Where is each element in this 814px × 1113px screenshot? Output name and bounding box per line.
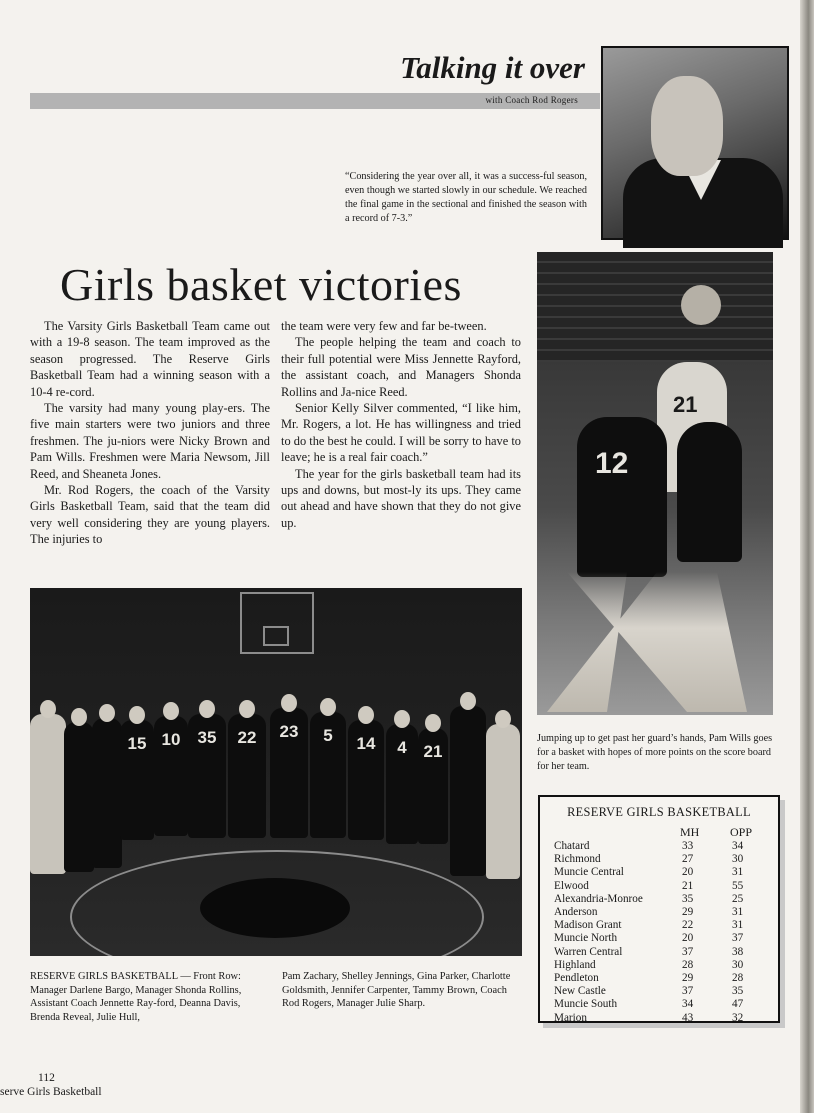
header-subtitle: with Coach Rod Rogers bbox=[485, 95, 578, 105]
mh-score: 27 bbox=[682, 853, 694, 866]
scoreboard-row bbox=[554, 998, 764, 1011]
team-member bbox=[418, 728, 448, 844]
team-member bbox=[30, 714, 66, 874]
scoreboard-row bbox=[554, 853, 764, 866]
team-member bbox=[348, 720, 384, 840]
opponent-name: Richmond bbox=[554, 853, 601, 866]
action-photo-caption: Jumping up to get past her guard’s hands, Pam Wills goes for a basket with hopes of more points on the score board for her team. bbox=[537, 733, 773, 772]
opponent-name: Elwood bbox=[554, 879, 589, 892]
action-photo bbox=[537, 252, 773, 715]
paragraph: The varsity had many young play-ers. The five main starters were two juniors and three freshmen. The ju-niors were Nicky Brown and Pam Wills. Freshmen were Maria Newsom, Jill Reed, and Sheaneta Jones. bbox=[30, 401, 270, 481]
coach-quote: “Considering the year over all, it was a success-ful season, even though we started slowly in our schedule. We reached the final game in the sectional and finished the season with a record of 7-3.” bbox=[345, 171, 587, 224]
team-photo bbox=[30, 588, 522, 956]
team-photo-caption-left: RESERVE GIRLS BASKETBALL — Front Row: Manager Darlene Bargo, Manager Shonda Rollins, Assistant Coach Jennette Ray-ford, Deanna Davis, Brenda Reveal, Julie Hull, bbox=[30, 971, 242, 1023]
gym-bleachers bbox=[537, 252, 773, 362]
paragraph: the team were very few and far be-tween. bbox=[281, 319, 487, 333]
jersey-number: 5 bbox=[323, 726, 333, 745]
paragraph: The Varsity Girls Basketball Team came out with a 19-8 season. The team improved as the season progressed. The Reserve Girls Basketball Team had a winning season with a 10-4 re-cord. bbox=[30, 319, 270, 399]
team-member-coach bbox=[450, 706, 486, 876]
scoreboard-col-opp: OPP bbox=[730, 825, 753, 839]
jersey-number: 4 bbox=[397, 738, 407, 757]
page-number: 112 bbox=[38, 1072, 55, 1084]
opp-score: 31 bbox=[732, 906, 744, 918]
jersey-number: 21 bbox=[423, 742, 443, 761]
jersey-number: 12 bbox=[595, 447, 629, 480]
scoreboard-row bbox=[554, 946, 764, 959]
mh-score: 29 bbox=[682, 972, 694, 984]
opponent-name: Pendleton bbox=[554, 972, 599, 984]
opp-score: 25 bbox=[732, 892, 744, 905]
opponent-name: Warren Central bbox=[554, 945, 623, 958]
paragraph: Mr. Rod Rogers, the coach of the Varsity Girls Basketball Team, said that the team did very well considering they are young players. The injuries to bbox=[30, 483, 270, 547]
paragraph: The people helping the team and coach to their full potential were Miss Jennette Rayford, the assistant coach, and Managers Shonda Rollins and Ja-nice Reed. bbox=[281, 335, 521, 399]
team-member bbox=[486, 724, 520, 879]
paragraph: The year for the girls basketball team had its ups and downs, but most-ly its ups. They came out ahead and have shown that they do not give up. bbox=[281, 466, 521, 530]
opp-score: 37 bbox=[732, 932, 744, 945]
coach-photo bbox=[601, 46, 789, 240]
opponent-name: Madison Grant bbox=[554, 919, 622, 932]
scoreboard-row bbox=[554, 893, 764, 906]
team-member bbox=[92, 718, 122, 868]
section-label: serve Girls Basketball bbox=[0, 1086, 102, 1098]
team-member bbox=[386, 724, 418, 844]
jersey-number: 23 bbox=[279, 722, 299, 741]
mh-score: 20 bbox=[682, 866, 694, 879]
mh-score: 28 bbox=[682, 958, 694, 971]
opp-score: 31 bbox=[732, 866, 744, 879]
mh-score: 33 bbox=[682, 840, 694, 852]
team-photo-caption-right: Pam Zachary, Shelley Jennings, Gina Parker, Charlotte Goldsmith, Jennifer Carpenter, Tammy Brown, Coach Rod Rogers, Manager Julie Sharp. bbox=[282, 971, 511, 1010]
scoreboard-row bbox=[554, 932, 764, 945]
team-member bbox=[310, 712, 346, 838]
jersey-number: 22 bbox=[237, 728, 257, 747]
scoreboard-box bbox=[538, 795, 780, 1023]
mh-score: 34 bbox=[682, 998, 694, 1011]
opponent-name: Anderson bbox=[554, 906, 598, 918]
scoreboard-title: RESERVE GIRLS BASKETBALL bbox=[567, 805, 751, 819]
team-member bbox=[154, 716, 188, 836]
opp-score: 30 bbox=[732, 958, 744, 971]
scoreboard-row bbox=[554, 919, 764, 932]
opponent-name: Muncie Central bbox=[554, 866, 624, 879]
opponent-name: Muncie South bbox=[554, 998, 618, 1011]
mh-score: 37 bbox=[682, 945, 694, 958]
defender-left bbox=[577, 417, 667, 577]
basketball bbox=[681, 285, 721, 325]
scoreboard-row bbox=[554, 959, 764, 972]
mh-score: 29 bbox=[682, 906, 694, 918]
opp-score: 35 bbox=[732, 985, 744, 998]
opponent-name: New Castle bbox=[554, 985, 606, 998]
scoreboard-col-mh: MH bbox=[680, 825, 700, 839]
opponent-name: Marion bbox=[554, 1011, 587, 1024]
team-lineup bbox=[30, 684, 522, 884]
page-binding-edge bbox=[800, 0, 814, 1113]
jersey-number: 21 bbox=[673, 392, 698, 417]
scoreboard-row bbox=[554, 1012, 764, 1025]
opp-score: 31 bbox=[732, 919, 744, 932]
mh-score: 22 bbox=[682, 919, 694, 932]
scoreboard-row bbox=[554, 906, 764, 919]
mh-score: 43 bbox=[682, 1011, 694, 1024]
mh-score: 37 bbox=[682, 985, 694, 998]
jersey-number: 15 bbox=[127, 734, 147, 753]
team-member bbox=[120, 720, 154, 840]
team-member bbox=[64, 722, 94, 872]
team-member bbox=[270, 708, 308, 838]
team-member bbox=[228, 714, 266, 838]
team-member bbox=[188, 714, 226, 838]
article-column-1 bbox=[30, 318, 270, 548]
opp-score: 47 bbox=[732, 998, 744, 1011]
center-logo bbox=[200, 878, 350, 938]
jersey-number: 10 bbox=[161, 730, 181, 749]
scoreboard-row bbox=[554, 972, 764, 985]
opponent-name: Highland bbox=[554, 958, 596, 971]
mh-score: 35 bbox=[682, 892, 694, 905]
coach-head bbox=[651, 76, 723, 176]
opponent-name: Muncie North bbox=[554, 932, 618, 945]
paragraph: Senior Kelly Silver commented, “I like him, Mr. Rogers, a lot. He has willingness and tried to do the best he could. I will be sorry to have to leave; he is a real fair coach.” bbox=[281, 401, 521, 465]
article-column-2 bbox=[281, 318, 521, 531]
opponent-name: Chatard bbox=[554, 840, 590, 852]
opp-score: 30 bbox=[732, 853, 744, 866]
scoreboard-row bbox=[554, 985, 764, 998]
opp-score: 55 bbox=[732, 879, 744, 892]
mh-score: 20 bbox=[682, 932, 694, 945]
player-legs bbox=[547, 572, 747, 712]
opp-score: 34 bbox=[732, 840, 744, 852]
scoreboard-row bbox=[554, 840, 764, 853]
opp-score: 32 bbox=[732, 1011, 744, 1024]
backboard-square bbox=[263, 626, 289, 646]
jersey-number: 14 bbox=[356, 734, 376, 753]
scoreboard-row bbox=[554, 866, 764, 879]
opp-score: 28 bbox=[732, 972, 744, 984]
jersey-number: 35 bbox=[197, 728, 217, 747]
opp-score: 38 bbox=[732, 945, 744, 958]
article-title: Girls basket victories bbox=[60, 259, 462, 310]
scoreboard-row bbox=[554, 880, 764, 893]
header-title: Talking it over bbox=[400, 50, 585, 85]
opponent-name: Alexandria-Monroe bbox=[554, 892, 643, 905]
mh-score: 21 bbox=[682, 879, 694, 892]
defender-right bbox=[677, 422, 742, 562]
